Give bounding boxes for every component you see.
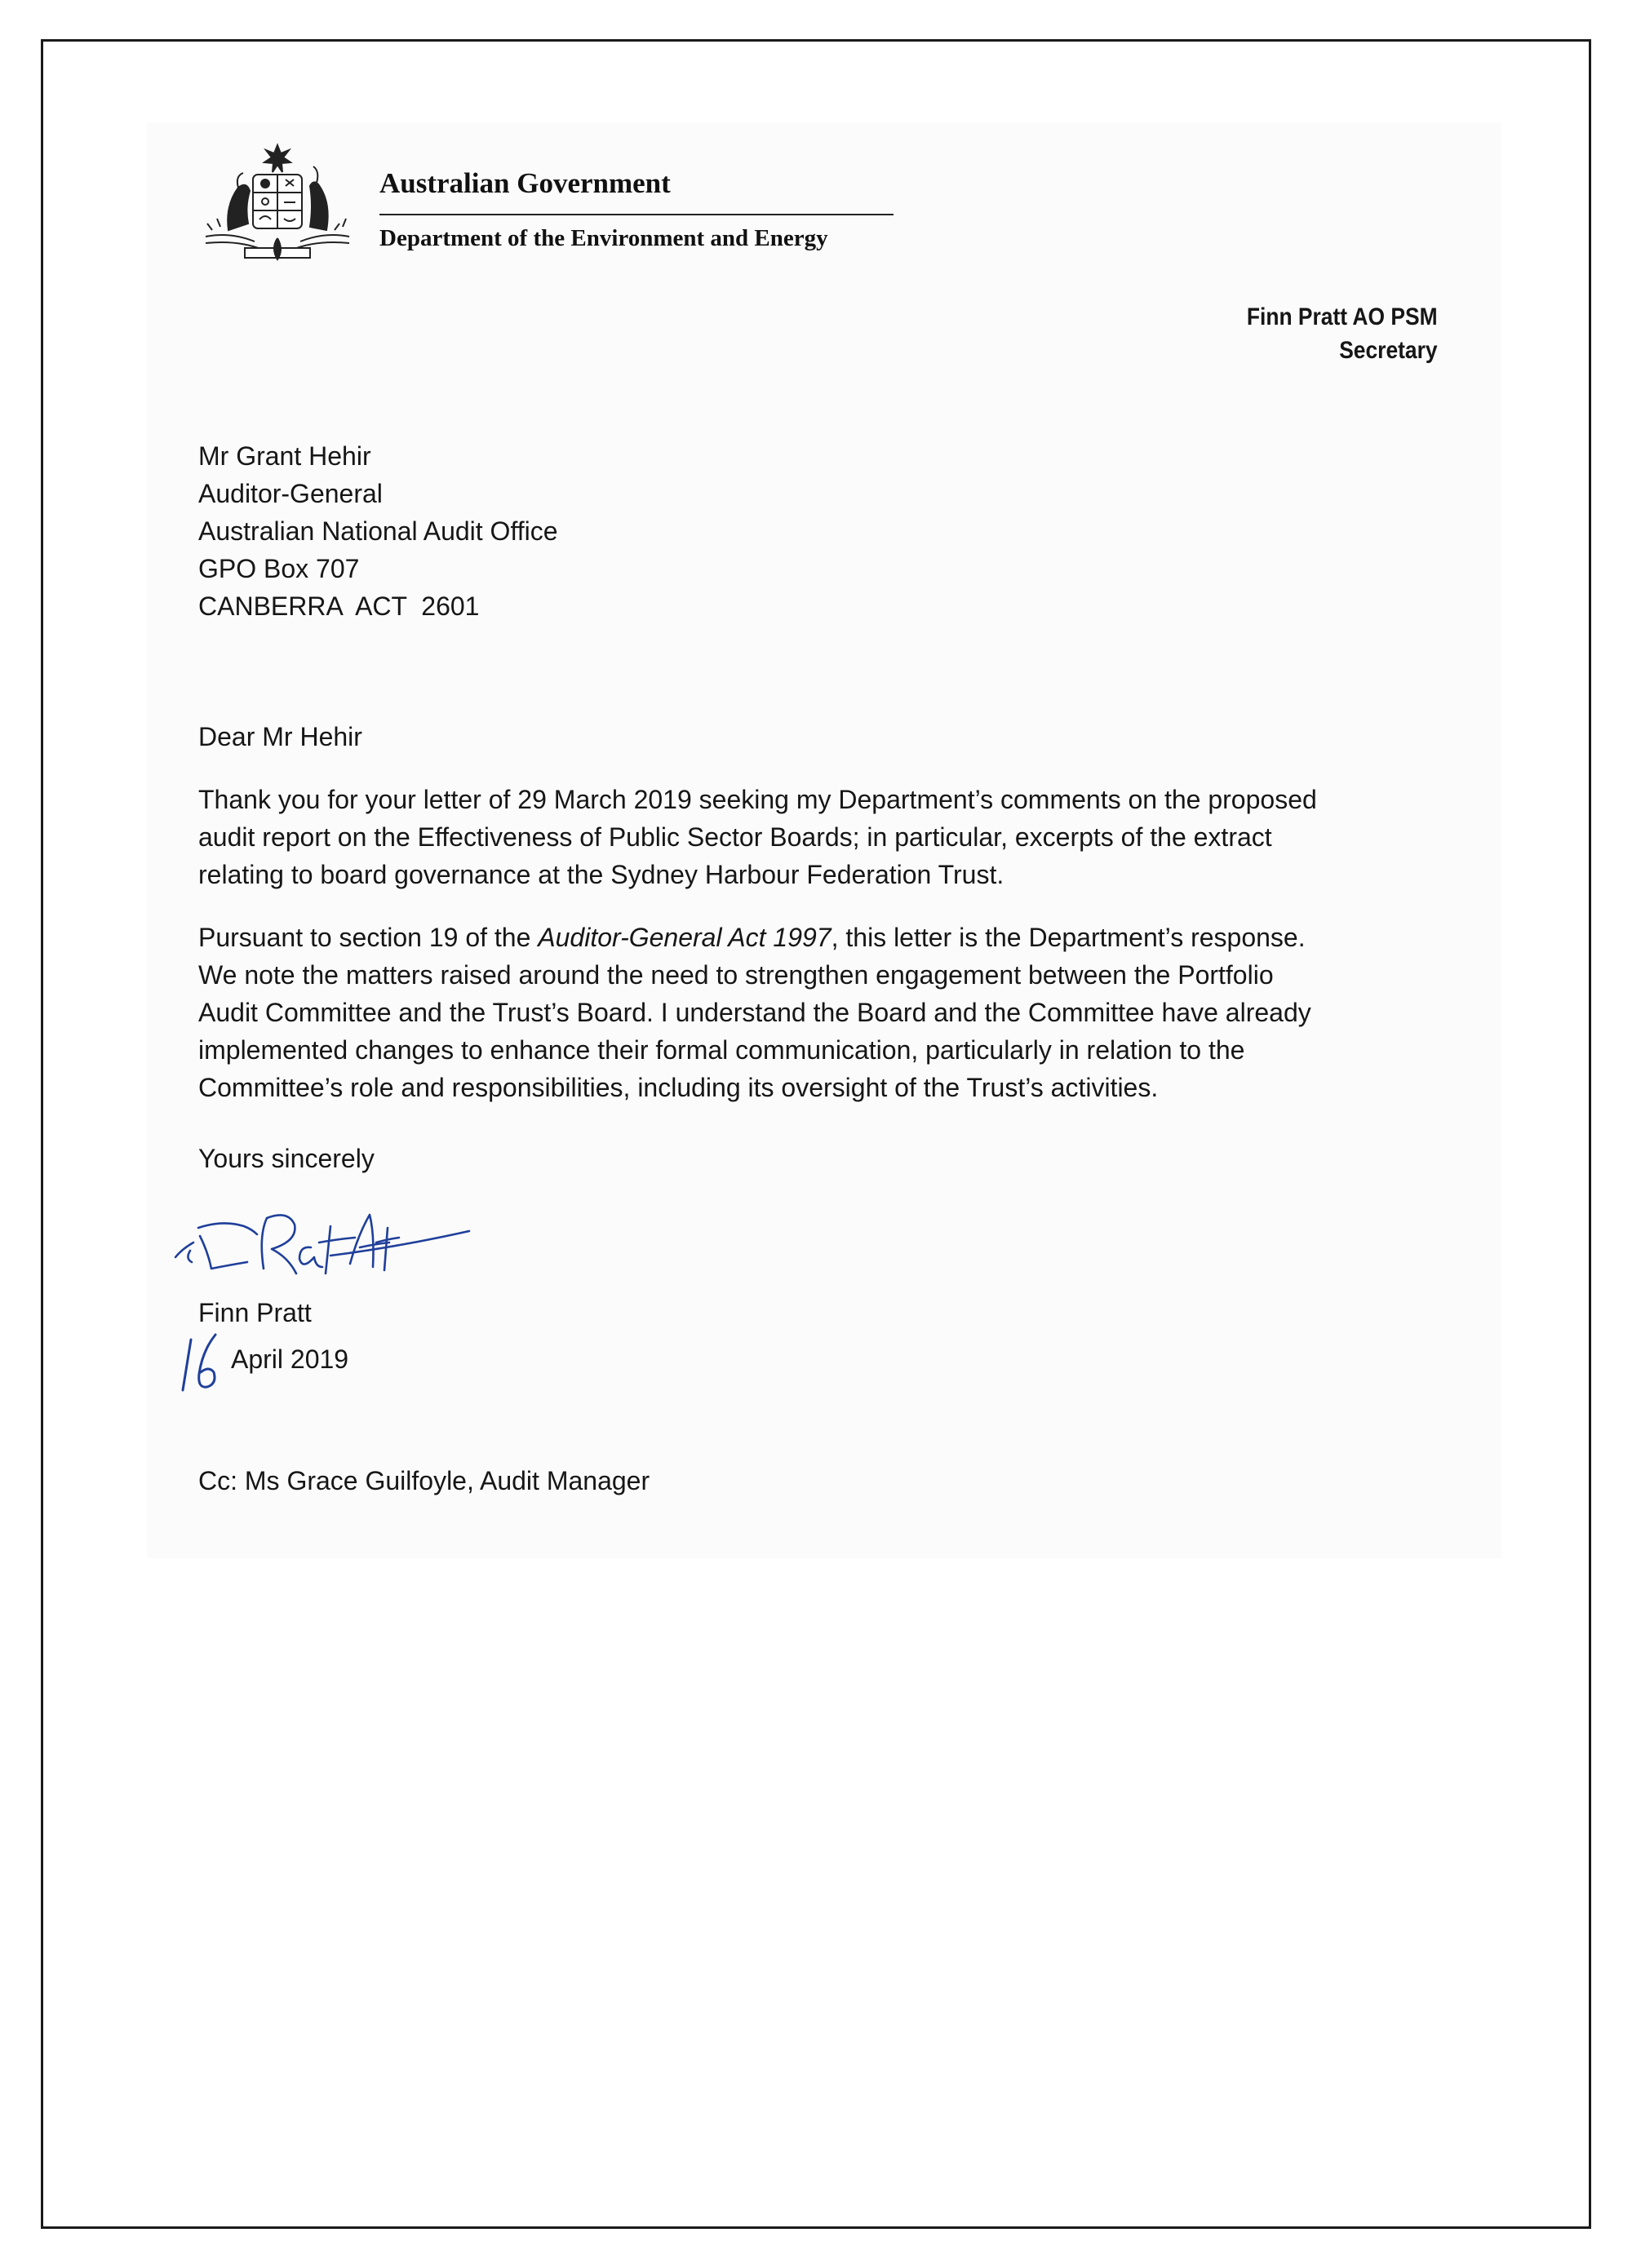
department-name: Department of the Environment and Energy xyxy=(379,225,828,251)
line-text: Pursuant to section 19 of the xyxy=(198,923,539,952)
government-name: Australian Government xyxy=(379,167,671,199)
signatory-name: Finn Pratt xyxy=(198,1298,312,1327)
sender-name: Finn Pratt AO PSM xyxy=(1247,303,1438,330)
paragraph-line xyxy=(198,919,1311,956)
paragraph-line: relating to board governance at the Sydney Harbour Federation Trust. xyxy=(198,860,1004,889)
handwritten-day xyxy=(173,1330,230,1395)
paragraph-line: We note the matters raised around the need to strengthen engagement between the Portfolio xyxy=(198,960,1274,990)
address-line: Auditor-General xyxy=(198,479,383,508)
address-line: Australian National Audit Office xyxy=(198,516,558,546)
paragraph-line: Thank you for your letter of 29 March 2019 seeking my Department’s comments on the proposed xyxy=(198,785,1317,814)
letterhead-divider xyxy=(379,214,894,215)
paragraph-line: audit report on the Effectiveness of Public Sector Boards; in particular, excerpts of the extract xyxy=(198,822,1272,852)
act-title: Auditor-General Act 1997 xyxy=(538,923,832,952)
address-line: GPO Box 707 xyxy=(198,554,360,583)
line-text: , this letter is the Department’s response. xyxy=(831,923,1306,952)
paragraph-line: implemented changes to enhance their formal communication, particularly in relation to the xyxy=(198,1035,1245,1065)
body-paragraph-2 xyxy=(198,919,1311,1106)
address-line: CANBERRA ACT 2601 xyxy=(198,591,480,621)
paragraph-line: Committee’s role and responsibilities, including its oversight of the Trust’s activities. xyxy=(198,1073,1159,1102)
cc-line: Cc: Ms Grace Guilfoyle, Audit Manager xyxy=(198,1466,650,1495)
address-line: Mr Grant Hehir xyxy=(198,441,371,471)
sender-title: Secretary xyxy=(1339,337,1438,364)
date-month-year: April 2019 xyxy=(231,1344,349,1374)
signature xyxy=(167,1195,477,1293)
body-paragraph-1 xyxy=(198,781,1317,893)
coat-of-arms-icon xyxy=(196,140,359,269)
sender-block xyxy=(1247,300,1438,367)
recipient-address xyxy=(198,437,558,625)
salutation: Dear Mr Hehir xyxy=(198,722,362,751)
paragraph-line: Audit Committee and the Trust’s Board. I understand the Board and the Committee have already xyxy=(198,998,1311,1027)
closing: Yours sincerely xyxy=(198,1144,375,1173)
